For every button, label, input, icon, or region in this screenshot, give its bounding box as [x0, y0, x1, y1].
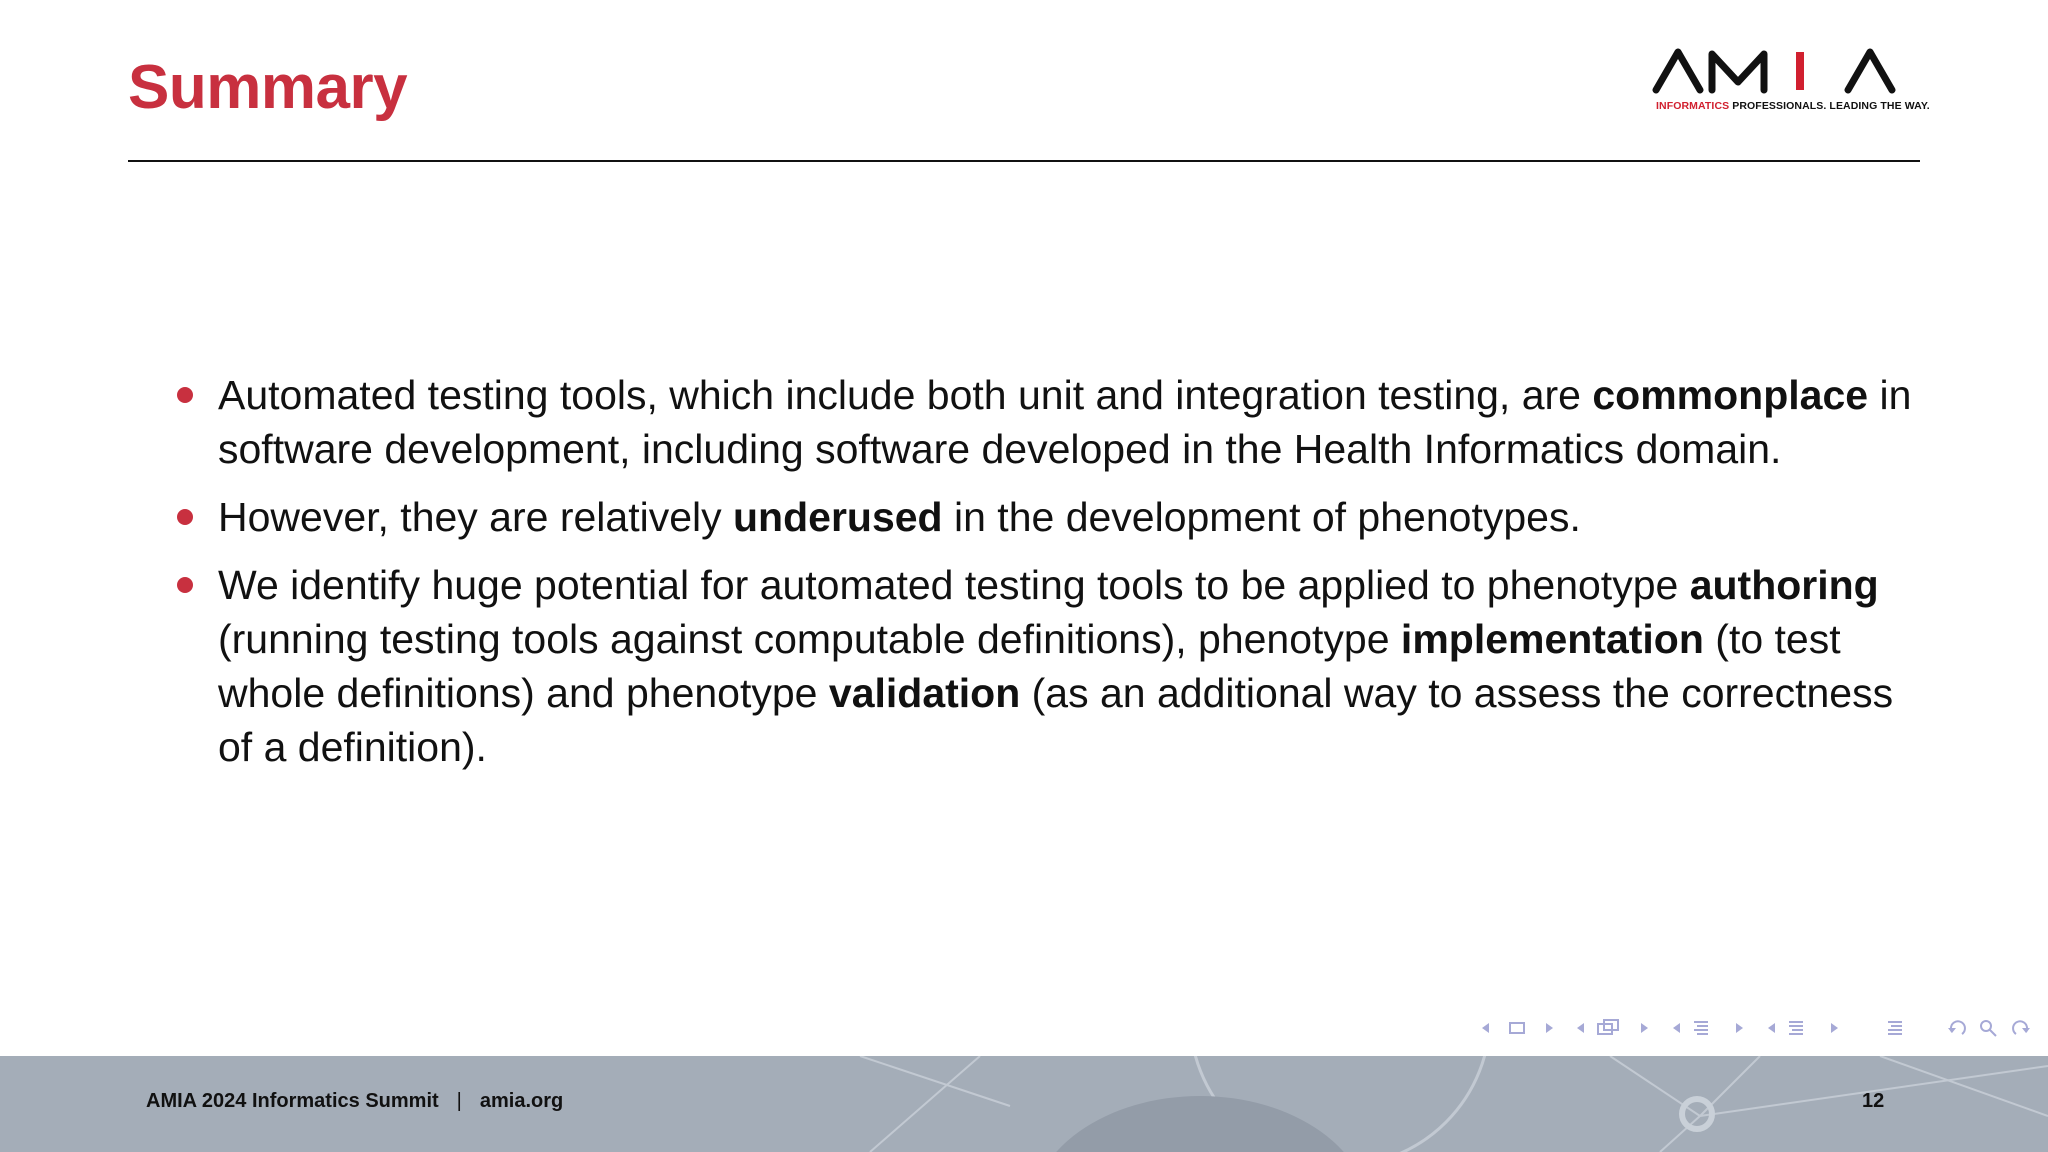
- beamer-navigation-bar: [1478, 1016, 2038, 1040]
- next-section-icon: [1736, 1023, 1743, 1033]
- bullet-item: [172, 490, 1932, 544]
- bullet-text: (as an additional way to assess the correctness of a definition).: [218, 670, 1894, 770]
- bullet-text: We identify huge potential for automated testing tools to be applied to phenotype: [218, 562, 1690, 608]
- logo-tagline-rest: PROFESSIONALS. LEADING THE WAY.: [1729, 100, 1930, 112]
- bullet-item: [172, 558, 1932, 774]
- bullet-emphasis: underused: [733, 494, 943, 540]
- footer-bar: [0, 1056, 2048, 1152]
- undo-icon: [1951, 1021, 1965, 1034]
- footer-info: [146, 1090, 563, 1113]
- bullet-dot-icon: [177, 577, 193, 593]
- navigation-symbols: [1478, 1016, 2038, 1040]
- next-subsection-icon: [1641, 1023, 1648, 1033]
- bullet-text: However, they are relatively: [218, 494, 734, 540]
- bullet-emphasis: authoring: [1689, 562, 1879, 608]
- bullet-dot-icon: [177, 509, 193, 525]
- prev-section-icon: [1673, 1023, 1680, 1033]
- bullet-text: in the development of phenotypes.: [942, 494, 1581, 540]
- bullet-text: in software development, including software developed in the Health Informatics domain.: [218, 372, 1912, 472]
- redo-icon: [2013, 1021, 2027, 1034]
- bullet-dot-icon: [177, 387, 193, 403]
- footer-website-link[interactable]: amia.org: [479, 1090, 564, 1112]
- toc-icon: [1888, 1022, 1902, 1034]
- logo-tagline: [1656, 100, 1930, 112]
- page-number: 12: [1862, 1090, 1885, 1112]
- prev-subsection-icon: [1577, 1023, 1584, 1033]
- section-icon: [1694, 1022, 1708, 1034]
- next-frame-icon: [1546, 1023, 1553, 1033]
- bullet-text: (running testing tools against computable definitions), phenotype: [218, 616, 1401, 662]
- outline-icon: [1789, 1022, 1803, 1034]
- prev-frame-icon: [1482, 1023, 1489, 1033]
- bullet-emphasis: commonplace: [1592, 372, 1869, 418]
- bullet-item: [172, 368, 1932, 476]
- amia-wordmark-logo: [1650, 46, 1910, 94]
- prev-outline-icon: [1768, 1023, 1775, 1033]
- bullet-text: Automated testing tools, which include both unit and integration testing, are: [218, 372, 1593, 418]
- title-divider: [128, 160, 1920, 162]
- bullet-emphasis: validation: [828, 670, 1021, 716]
- search-icon: [1981, 1021, 1991, 1031]
- next-outline-icon: [1831, 1023, 1838, 1033]
- footer-event: AMIA 2024 Informatics Summit: [146, 1090, 439, 1112]
- footer-separator: |: [456, 1090, 462, 1112]
- amia-logo: [1650, 46, 1930, 116]
- slide-title: Summary: [128, 53, 408, 122]
- bullet-emphasis: implementation: [1400, 616, 1704, 662]
- bullet-text: (to test whole definitions) and phenotype: [218, 616, 1841, 716]
- frame-icon: [1510, 1023, 1524, 1033]
- bullet-list: [172, 368, 1932, 788]
- logo-tagline-accent: INFORMATICS: [1656, 100, 1730, 112]
